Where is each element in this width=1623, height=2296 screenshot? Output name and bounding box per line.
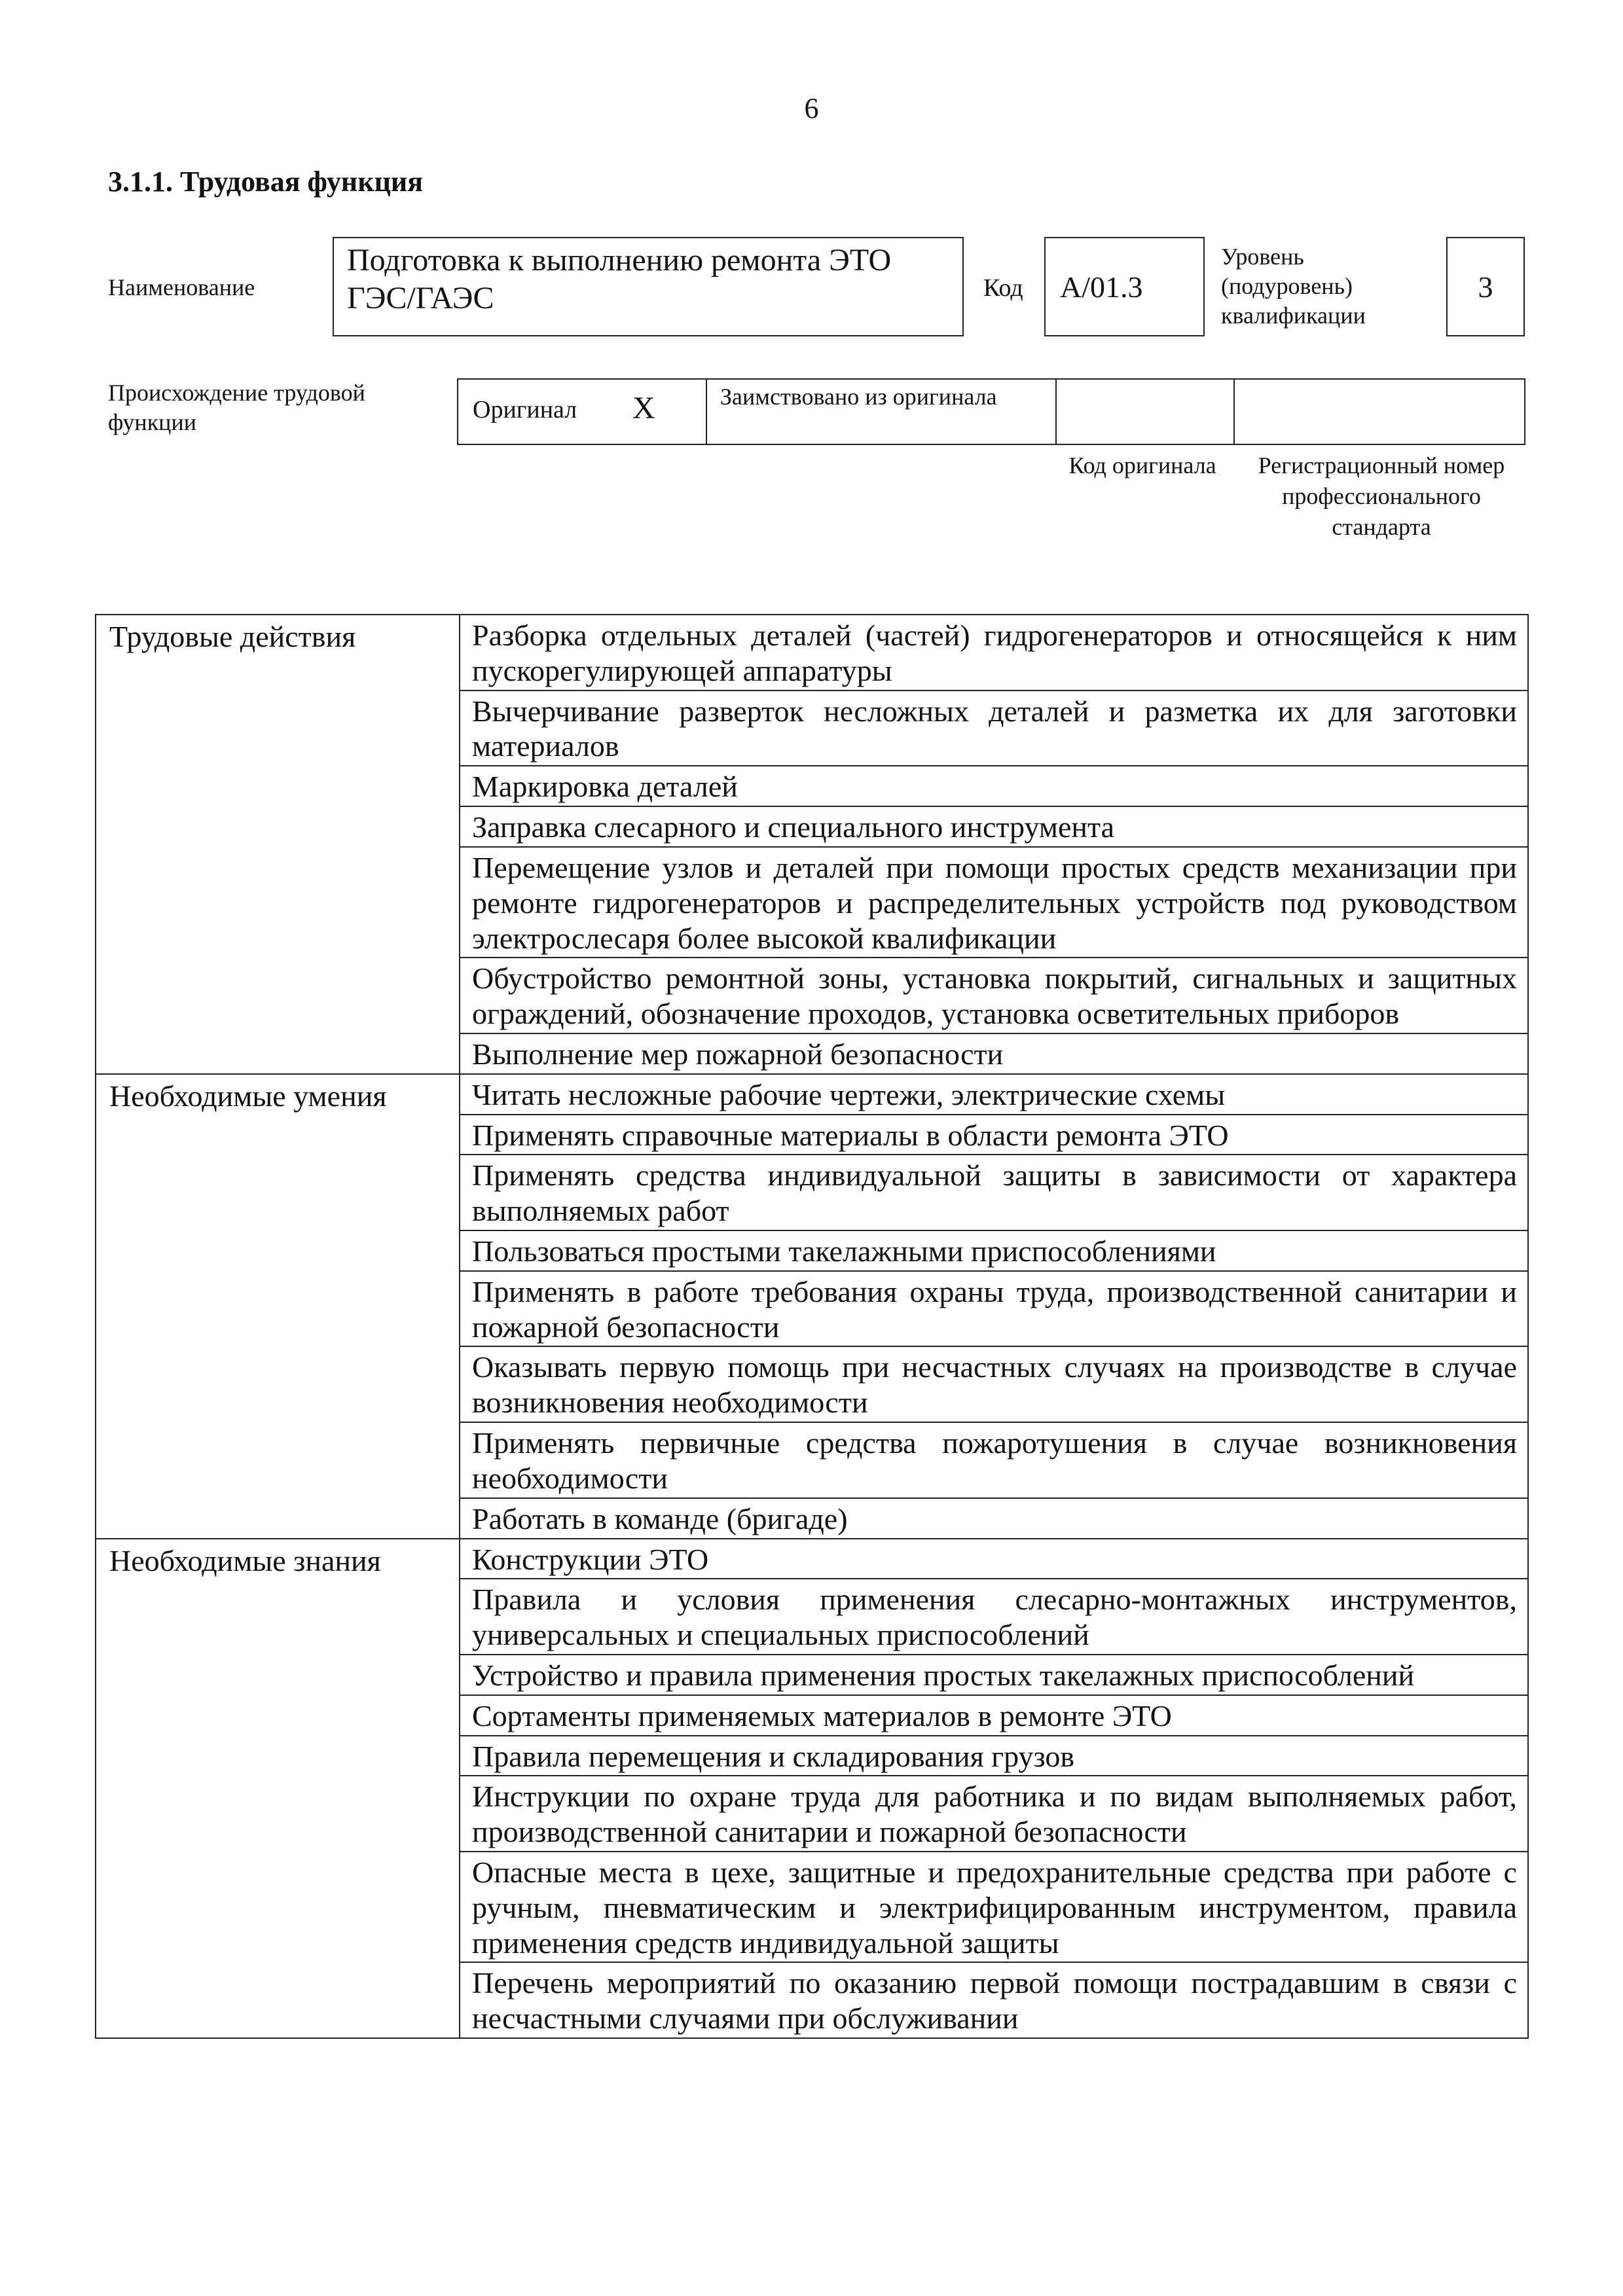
section-item-cell: Применять средства индивидуальной защиты в зависимости от характера выполняемых работ (460, 1155, 1528, 1230)
origin-table (457, 378, 1525, 445)
section-item-cell: Маркировка деталей (460, 766, 1528, 806)
section-item-cell: Пользоваться простыми такелажными приспособлениями (460, 1230, 1528, 1271)
section-title-cell: Трудовые действия (96, 615, 460, 1074)
origin-code-cell (1057, 380, 1235, 444)
section-item-cell: Разборка отдельных деталей (частей) гидрогенераторов и относящейся к ним пускорегулирующей аппаратуры (460, 615, 1528, 691)
origin-label: Происхождение трудовой функции (108, 380, 365, 435)
section-title: 3.1.1. Трудовая функция (108, 166, 424, 198)
section-title-cell: Необходимые умения (96, 1074, 460, 1539)
section-item-cell: Оказывать первую помощь при несчастных случаях на производстве в случае возникновения необходимости (460, 1346, 1528, 1422)
section-item-cell: Правила и условия применения слесарно-монтажных инструментов, универсальных и специальных приспособлений (460, 1579, 1528, 1655)
name-value-box: Подготовка к выполнению ремонта ЭТО ГЭС/ГАЭС (333, 237, 964, 336)
level-value-box: 3 (1446, 237, 1525, 336)
table-row (96, 1074, 1528, 1115)
section-item-cell: Применять в работе требования охраны труда, производственной санитарии и пожарной безопасности (460, 1271, 1528, 1347)
labor-function-table (95, 614, 1529, 2039)
section-item-cell: Конструкции ЭТО (460, 1539, 1528, 1579)
section-item-cell: Читать несложные рабочие чертежи, электрические схемы (460, 1074, 1528, 1115)
code-value-box: А/01.3 (1044, 237, 1205, 336)
section-item-cell: Заправка слесарного и специального инструмента (460, 806, 1528, 847)
section-title-cell: Необходимые знания (96, 1539, 460, 2039)
reg-number-label: Регистрационный номер профессионального стандарта (1258, 452, 1505, 540)
section-item-cell: Правила перемещения и складирования грузов (460, 1736, 1528, 1776)
section-item-cell: Устройство и правила применения простых такелажных приспособлений (460, 1655, 1528, 1695)
origin-reg-cell (1235, 380, 1524, 444)
section-item-cell: Опасные места в цехе, защитные и предохранительные средства при работе с ручным, пневматическим и электрифицированным инструментом, правила применения средств индивидуальной защиты (460, 1852, 1528, 1962)
origin-borrowed-cell: Заимствовано из оригинала (707, 380, 1057, 444)
section-item-cell: Инструкции по охране труда для работника и по видам выполняемых работ, производственной санитарии и пожарной безопасности (460, 1776, 1528, 1852)
section-item-cell: Применять первичные средства пожаротушения в случае возникновения необходимости (460, 1422, 1528, 1498)
origin-original-label: Оригинал (473, 396, 577, 423)
section-item-cell: Выполнение мер пожарной безопасности (460, 1033, 1528, 1074)
section-item-cell: Перечень мероприятий по оказанию первой помощи пострадавшим в связи с несчастными случаями при обслуживании (460, 1962, 1528, 2038)
section-item-cell: Применять справочные материалы в области ремонта ЭТО (460, 1115, 1528, 1155)
section-item-cell: Обустройство ремонтной зоны, установка покрытий, сигнальных и защитных ограждений, обозначение проходов, установка осветительных приборов (460, 958, 1528, 1033)
labor-function-table-body (96, 615, 1528, 2038)
section-item-cell: Перемещение узлов и деталей при помощи простых средств механизации при ремонте гидрогенераторов и распределительных устройств под руководством электрослесаря более высокой квалификации (460, 847, 1528, 958)
code-label: Код (983, 274, 1023, 302)
section-item-cell: Сортаменты применяемых материалов в ремонте ЭТО (460, 1695, 1528, 1736)
origin-original-mark: X (632, 391, 655, 425)
table-row (96, 1539, 1528, 1579)
code-original-label: Код оригинала (1068, 452, 1216, 478)
section-item-cell: Вычерчивание разверток несложных деталей и разметка их для заготовки материалов (460, 691, 1528, 766)
page-number: 6 (804, 92, 819, 124)
table-row (96, 615, 1528, 691)
name-label: Наименование (108, 274, 255, 300)
origin-original-cell (458, 380, 707, 444)
level-label: Уровень (подуровень) квалификации (1221, 243, 1366, 329)
section-item-cell: Работать в команде (бригаде) (460, 1498, 1528, 1539)
